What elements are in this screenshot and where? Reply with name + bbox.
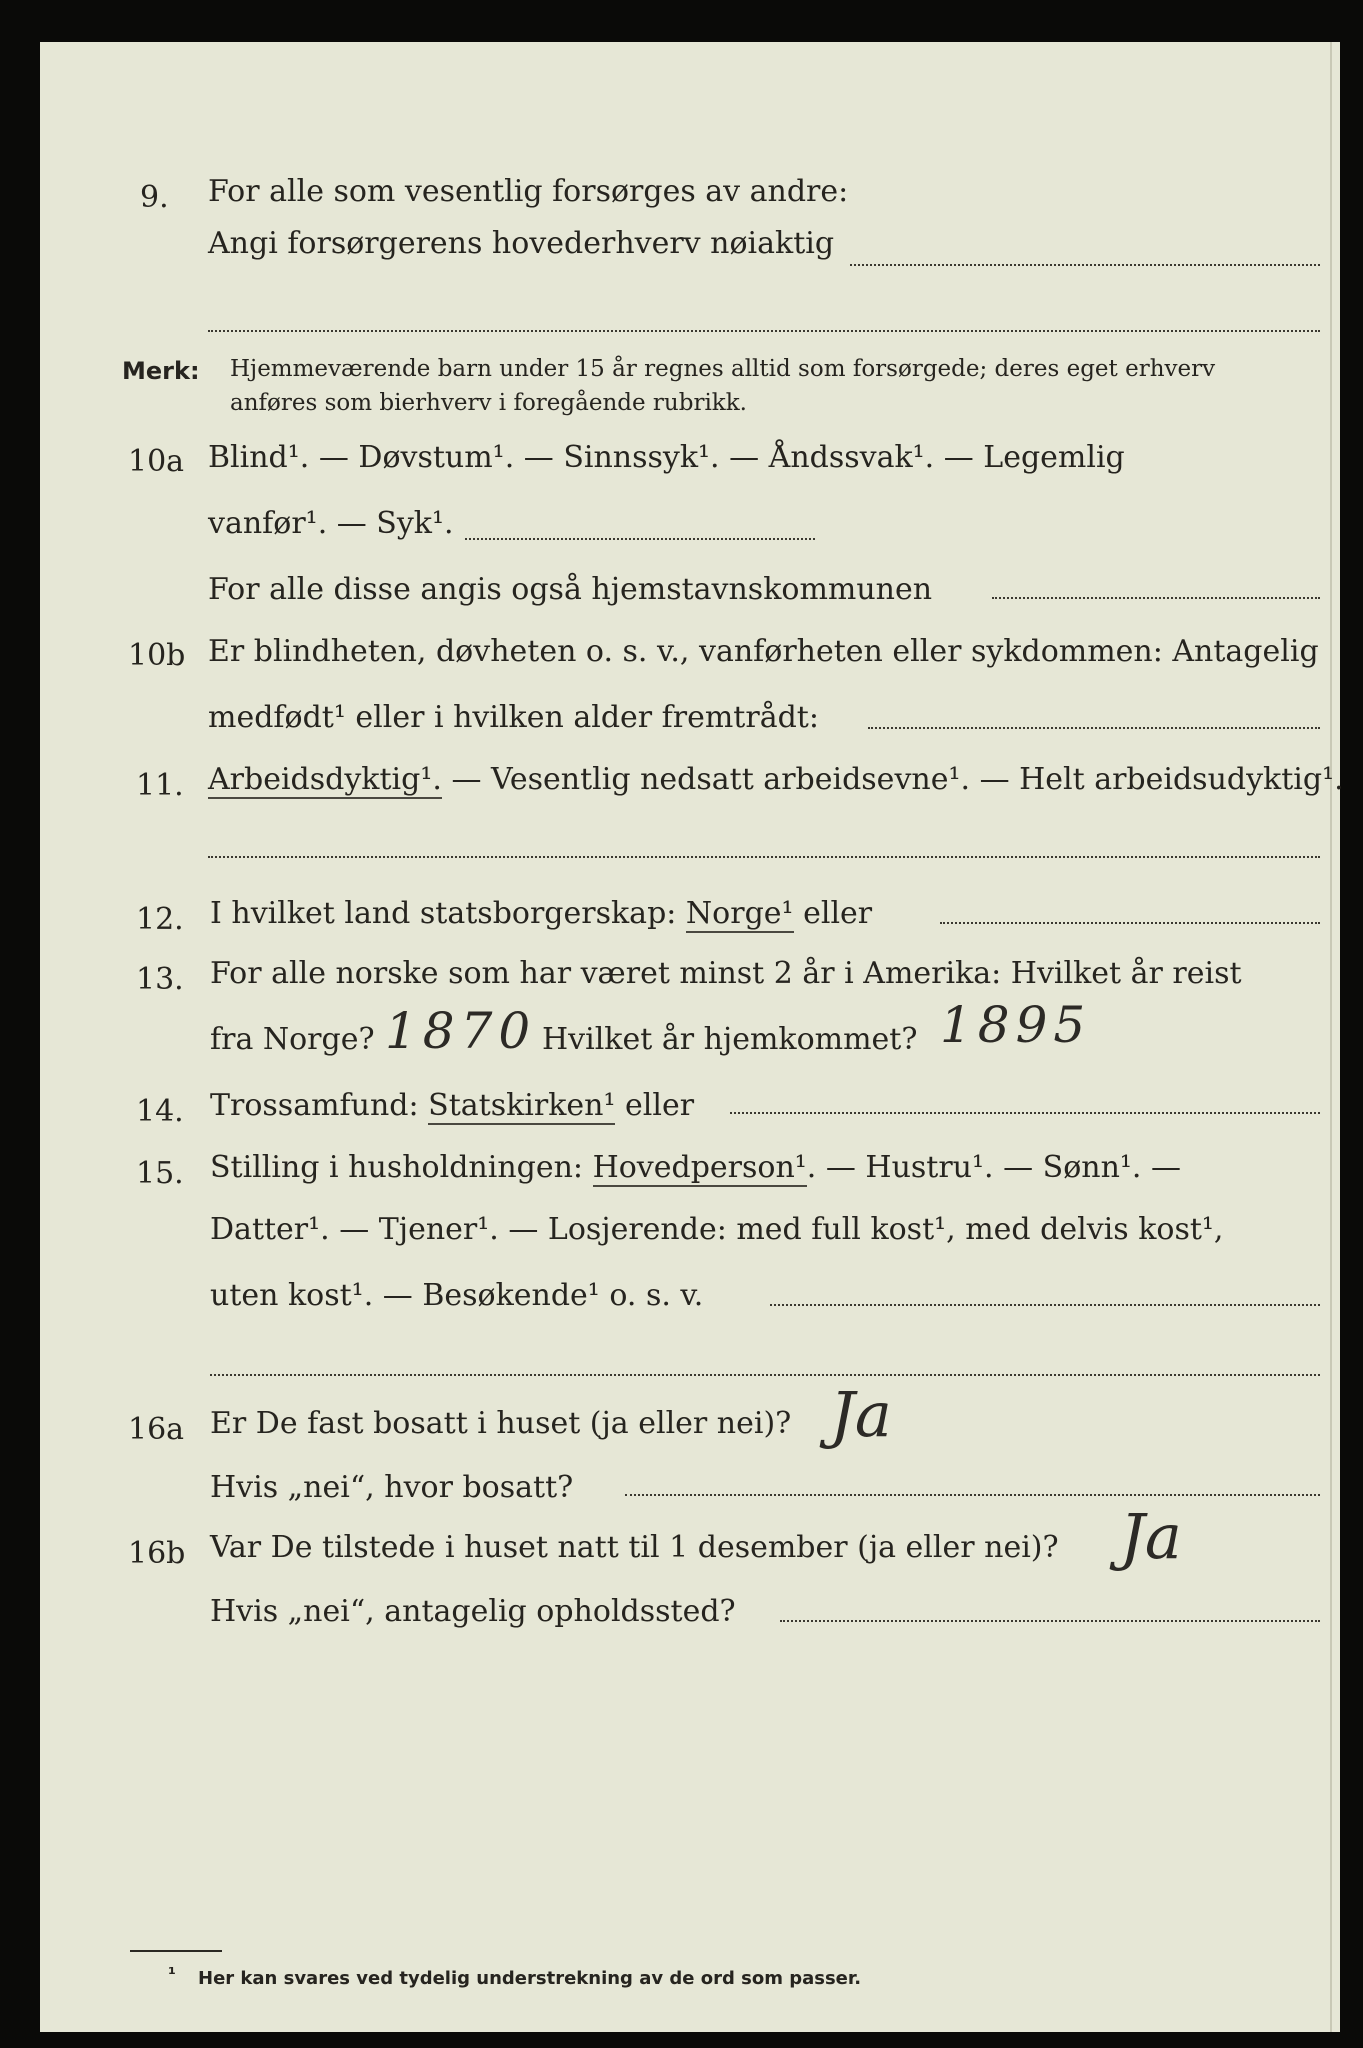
q11-rest: — Vesentlig nedsatt arbeidsevne¹. — Helt arbeidsudyktig¹. bbox=[441, 762, 1344, 797]
q11-number: 11. bbox=[136, 768, 184, 803]
q15-answer-line-2[interactable] bbox=[210, 1374, 1320, 1376]
q15-rest1: . — Hustru¹. — Sønn¹. — bbox=[806, 1150, 1181, 1185]
q12-answer-line[interactable] bbox=[940, 922, 1320, 924]
q11-line bbox=[208, 762, 1344, 798]
q13-number: 13. bbox=[136, 962, 184, 997]
q16a-line1: Er De fast bosatt i huset (ja eller nei)? bbox=[210, 1406, 792, 1441]
q13-year-returned: 1895 bbox=[940, 996, 1092, 1054]
q13-line1: For alle norske som har været minst 2 år i Amerika: Hvilket år reist bbox=[210, 956, 1242, 991]
q15-number: 15. bbox=[136, 1156, 184, 1191]
q16b-answer: Ja bbox=[1120, 1500, 1182, 1573]
q13-line2b: Hvilket år hjemkommet? bbox=[542, 1022, 918, 1057]
q10a-line3: For alle disse angis også hjemstavnskommunen bbox=[208, 572, 933, 607]
q9-answer-line-2[interactable] bbox=[208, 330, 1320, 332]
q10a-home-line[interactable] bbox=[992, 597, 1320, 599]
q16b-answer-line[interactable] bbox=[780, 1620, 1320, 1622]
q10b-number: 10b bbox=[128, 638, 186, 673]
q16a-line2: Hvis „nei“, hvor bosatt? bbox=[210, 1470, 574, 1505]
q14-line bbox=[210, 1088, 694, 1124]
q12-selected-option: Norge¹ bbox=[685, 896, 794, 931]
q16b-line2: Hvis „nei“, antagelig opholdssted? bbox=[210, 1594, 736, 1629]
merk-label: Merk: bbox=[122, 357, 200, 385]
q12-pre: I hvilket land statsborgerskap: bbox=[210, 896, 686, 931]
q14-pre: Trossamfund: bbox=[210, 1088, 429, 1123]
footnote-mark: ¹ bbox=[168, 1964, 176, 1985]
q12-line bbox=[210, 896, 872, 932]
q15-line3: uten kost¹. — Besøkende¹ o. s. v. bbox=[210, 1278, 704, 1313]
q16a-number: 16a bbox=[128, 1412, 185, 1447]
q15-line1 bbox=[210, 1150, 1181, 1186]
q10a-line2: vanfør¹. — Syk¹. bbox=[208, 506, 454, 541]
q14-number: 14. bbox=[136, 1094, 184, 1129]
q16a-answer: Ja bbox=[830, 1378, 892, 1451]
q11-answer-line[interactable] bbox=[208, 856, 1320, 858]
q10a-number: 10a bbox=[128, 444, 185, 479]
census-form-page bbox=[40, 42, 1344, 2032]
q14-answer-line[interactable] bbox=[730, 1112, 1320, 1114]
q9-answer-line[interactable] bbox=[850, 264, 1320, 266]
q12-number: 12. bbox=[136, 902, 184, 937]
q13-year-left: 1870 bbox=[385, 1002, 537, 1060]
page-edge bbox=[1330, 42, 1332, 2032]
q13-line2a: fra Norge? bbox=[210, 1022, 375, 1057]
q15-line2: Datter¹. — Tjener¹. — Losjerende: med full kost¹, med delvis kost¹, bbox=[210, 1212, 1224, 1247]
q15-pre: Stilling i husholdningen: bbox=[210, 1150, 593, 1185]
q9-line1: For alle som vesentlig forsørges av andre: bbox=[208, 174, 849, 209]
q15-answer-line[interactable] bbox=[770, 1304, 1320, 1306]
footnote-rule bbox=[130, 1950, 222, 1952]
q10b-answer-line[interactable] bbox=[868, 727, 1320, 729]
q10a-answer-line[interactable] bbox=[465, 538, 815, 540]
q14-selected-option: Statskirken¹ bbox=[428, 1088, 616, 1123]
q12-post: eller bbox=[793, 896, 873, 931]
q16b-line1: Var De tilstede i huset natt til 1 desember (ja eller nei)? bbox=[210, 1530, 1059, 1565]
q16b-number: 16b bbox=[128, 1536, 186, 1571]
merk-line1: Hjemmeværende barn under 15 år regnes alltid som forsørgede; deres eget erhverv bbox=[230, 356, 1216, 382]
q9-number: 9. bbox=[140, 180, 169, 215]
merk-line2: anføres som bierhverv i foregående rubrikk. bbox=[230, 390, 747, 416]
footnote-text: Her kan svares ved tydelig understrekning av de ord som passer. bbox=[198, 1968, 862, 1989]
q15-selected-option: Hovedperson¹ bbox=[592, 1150, 807, 1185]
q9-line2: Angi forsørgerens hovederhverv nøiaktig bbox=[208, 226, 835, 261]
q16a-answer-line[interactable] bbox=[625, 1494, 1320, 1496]
q10a-line1: Blind¹. — Døvstum¹. — Sinnssyk¹. — Åndssvak¹. — Legemlig bbox=[208, 440, 1125, 475]
q10b-line2: medfødt¹ eller i hvilken alder fremtrådt: bbox=[208, 700, 819, 735]
q11-selected-option: Arbeidsdyktig¹. bbox=[208, 762, 442, 797]
q14-post: eller bbox=[615, 1088, 695, 1123]
q10b-line1: Er blindheten, døvheten o. s. v., vanførheten eller sykdommen: Antagelig bbox=[208, 634, 1319, 669]
